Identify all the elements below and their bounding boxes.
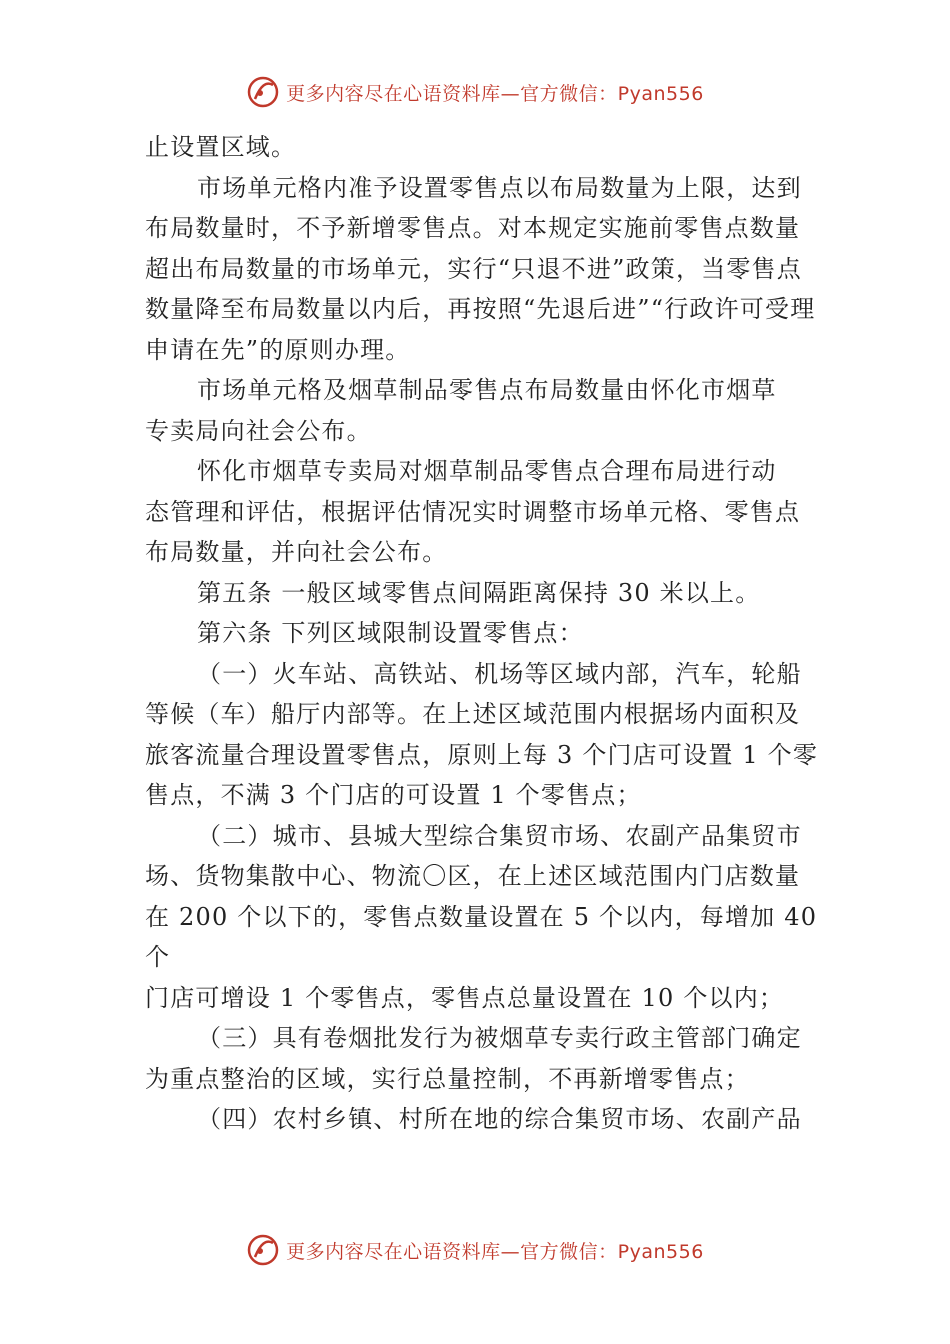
text-line: 布局数量时，不予新增零售点。对本规定实施前零售点数量 (145, 214, 801, 242)
text-line: 售点，不满 3 个门店的可设置 1 个零售点； (145, 781, 642, 809)
text-line: 为重点整治的区域，实行总量控制，不再新增零售点； (145, 1064, 750, 1093)
text-line: 数量降至布局数量以内后，再按照“先退后进”“行政许可受理 (145, 295, 816, 323)
text-line: （三）具有卷烟批发行为被烟草专卖行政主管部门确定 (197, 1024, 802, 1052)
logo-icon (246, 1233, 280, 1267)
text-line: （二）城市、县城大型综合集贸市场、农副产品集贸市 (197, 821, 802, 850)
text-line: （四）农村乡镇、村所在地的综合集贸市场、农副产品 (197, 1105, 802, 1133)
text-line: 超出布局数量的市场单元，实行“只退不进”政策，当零售点 (145, 254, 802, 283)
text-line: （一）火车站、高铁站、机场等区域内部，汽车，轮船 (197, 659, 802, 688)
text-line: 止设置区域。 (145, 133, 297, 161)
text-line: 布局数量，并向社会公布。 (145, 538, 448, 566)
document-body (145, 127, 819, 1140)
header-banner-text: 更多内容尽在心语资料库—官方微信：Pyan556 (286, 82, 704, 105)
text-line: 个 (145, 943, 171, 971)
text-line: 申请在先”的原则办理。 (145, 335, 411, 364)
footer-banner (0, 1230, 950, 1270)
text-line: 门店可增设 1 个零售点，零售点总量设置在 10 个以内； (145, 983, 785, 1012)
text-line: 场、货物集散中心、物流〇区，在上述区域范围内门店数量 (145, 862, 801, 890)
text-line: 市场单元格内准予设置零售点以布局数量为上限，达到 (197, 173, 802, 202)
text-line: 第五条 一般区域零售点间隔距离保持 30 米以上。 (197, 578, 761, 607)
text-line: 怀化市烟草专卖局对烟草制品零售点合理布局进行动 (197, 457, 777, 485)
text-line: 等候（车）船厅内部等。在上述区域范围内根据场内面积及 (145, 700, 801, 728)
text-line: 市场单元格及烟草制品零售点布局数量由怀化市烟草 (197, 376, 777, 404)
text-line: 第六条 下列区域限制设置零售点： (197, 619, 584, 647)
logo-icon (246, 75, 280, 109)
text-line: 旅客流量合理设置零售点，原则上每 3 个门店可设置 1 个零 (145, 740, 819, 769)
text-line: 专卖局向社会公布。 (145, 416, 372, 445)
header-banner (0, 72, 950, 112)
text-line: 在 200 个以下的，零售点数量设置在 5 个以内，每增加 40 (145, 902, 818, 931)
text-line: 态管理和评估，根据评估情况实时调整市场单元格、零售点 (145, 497, 801, 526)
footer-banner-text: 更多内容尽在心语资料库—官方微信：Pyan556 (286, 1240, 704, 1263)
